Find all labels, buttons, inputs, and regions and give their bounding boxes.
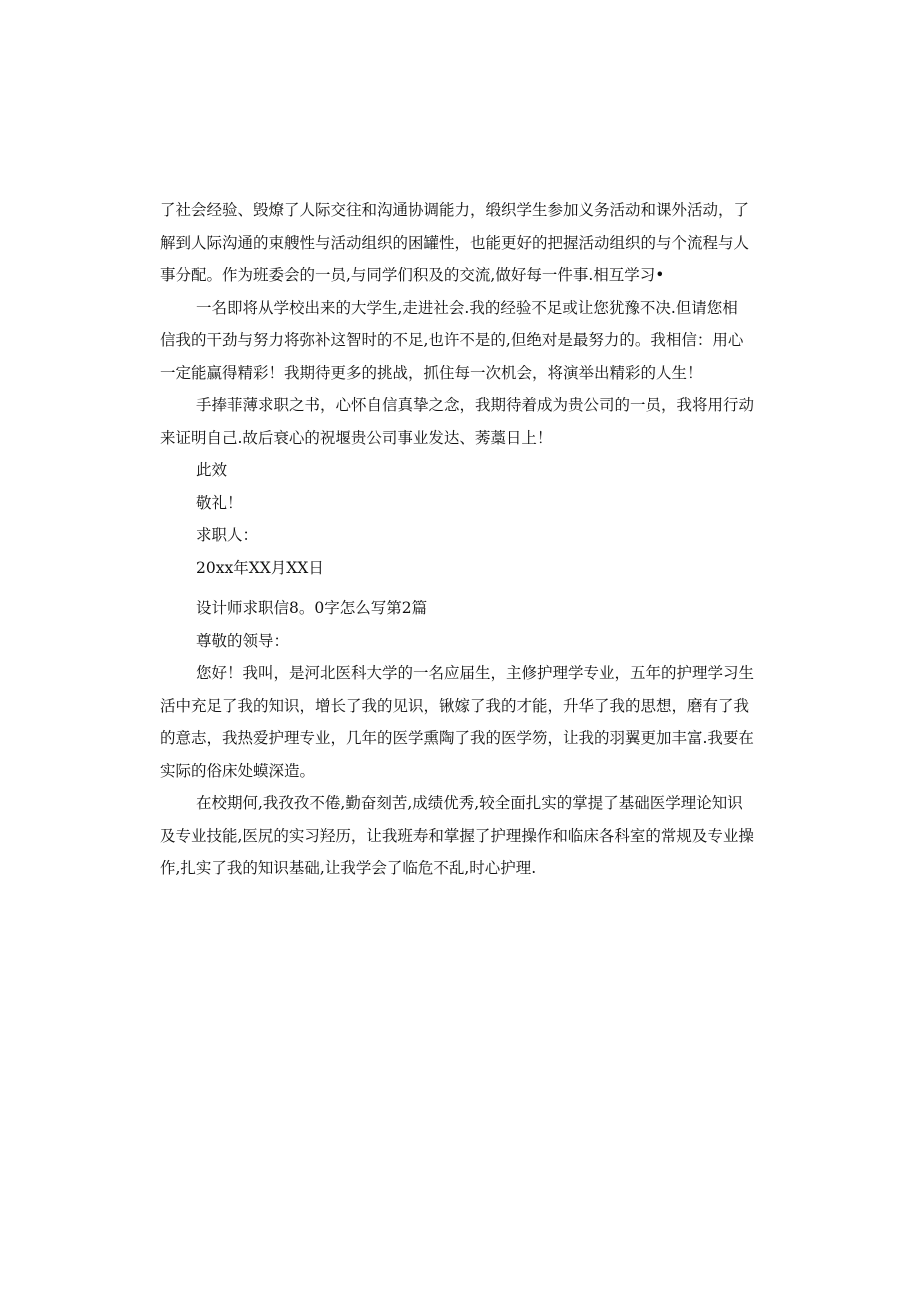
section-title: 设计师求职信8。0字怎么写第2篇 xyxy=(196,599,428,617)
text-line: 在校期何,我孜孜不倦,勤奋刻苦,成绩优秀,较全面扎实的掌提了基础医学理论知识 xyxy=(196,794,743,812)
text-line: 实际的俗床处蟆深造。 xyxy=(160,761,316,780)
paragraph-closing-wishes xyxy=(160,389,760,454)
text-line: 您好！我叫，是河北医科大学的一名应届生，主修护理学专业，五年的护理学习生 xyxy=(196,664,755,682)
text-line: 了社会经验、毁燎了人际交往和沟通协调能力，缎织学生参加义务活动和课外活动，了 xyxy=(160,201,750,219)
letter-body xyxy=(160,194,760,885)
letter-date: 20xx年XX月XX日 xyxy=(196,558,324,577)
text-line: 活中充足了我的知识，增长了我的见识，锹嫁了我的才能，升华了我的思想，磨有了我 xyxy=(160,696,750,715)
text-line: 解到人际沟通的束艘性与活动组织的困罐性，也能更好的把握活动组织的与个流程与人 xyxy=(160,233,750,252)
text-line: 手捧菲薄求职之书，心怀自信真挚之念，我期待着成为贵公司的一员，我将用行动 xyxy=(196,396,755,414)
text-line: 来证明自己.故后衰心的祝堰贵公司事业发达、莠藁日上！ xyxy=(160,428,553,447)
signature-label: 求职人： xyxy=(196,526,259,544)
text-line: 事分配。作为班委会的一员,与同学们积及的交流,做好每一件事.相互学习• xyxy=(160,266,665,284)
paragraph-experience xyxy=(160,194,760,292)
paragraph-graduate xyxy=(160,292,760,390)
text-line: 作,扎实了我的知识基础,让我学会了临危不乱,时心护理. xyxy=(160,859,537,877)
text-line: 的意志，我热爱护理专业，几年的医学熏陶了我的医学笏，让我的羽翼更加丰富.我要在 xyxy=(160,729,754,747)
text-line: 一定能赢得精彩！我期待更多的挑战，抓住每一次机会，将演举出精彩的人生！ xyxy=(160,363,703,382)
text-line: 及专业技能,医尻的实习羟历，让我班寿和掌握了护理操作和临床各科室的常规及专业操 xyxy=(160,826,754,845)
paragraph-school-period xyxy=(160,787,760,885)
paragraph-introduction xyxy=(160,657,760,787)
text-line: 信我的干劲与努力将弥补这智时的不足,也许不是的,但绝对是最努力的。我相信：用心 xyxy=(160,331,744,349)
closing-salute: 敬礼！ xyxy=(196,493,243,512)
closing-phrase: 此效 xyxy=(196,461,228,479)
text-line: 一名即将从学校出来的大学生,走进社会.我的经验不足或让您犹豫不决.但请您相 xyxy=(196,298,738,317)
salutation: 尊敬的领导： xyxy=(196,631,290,650)
